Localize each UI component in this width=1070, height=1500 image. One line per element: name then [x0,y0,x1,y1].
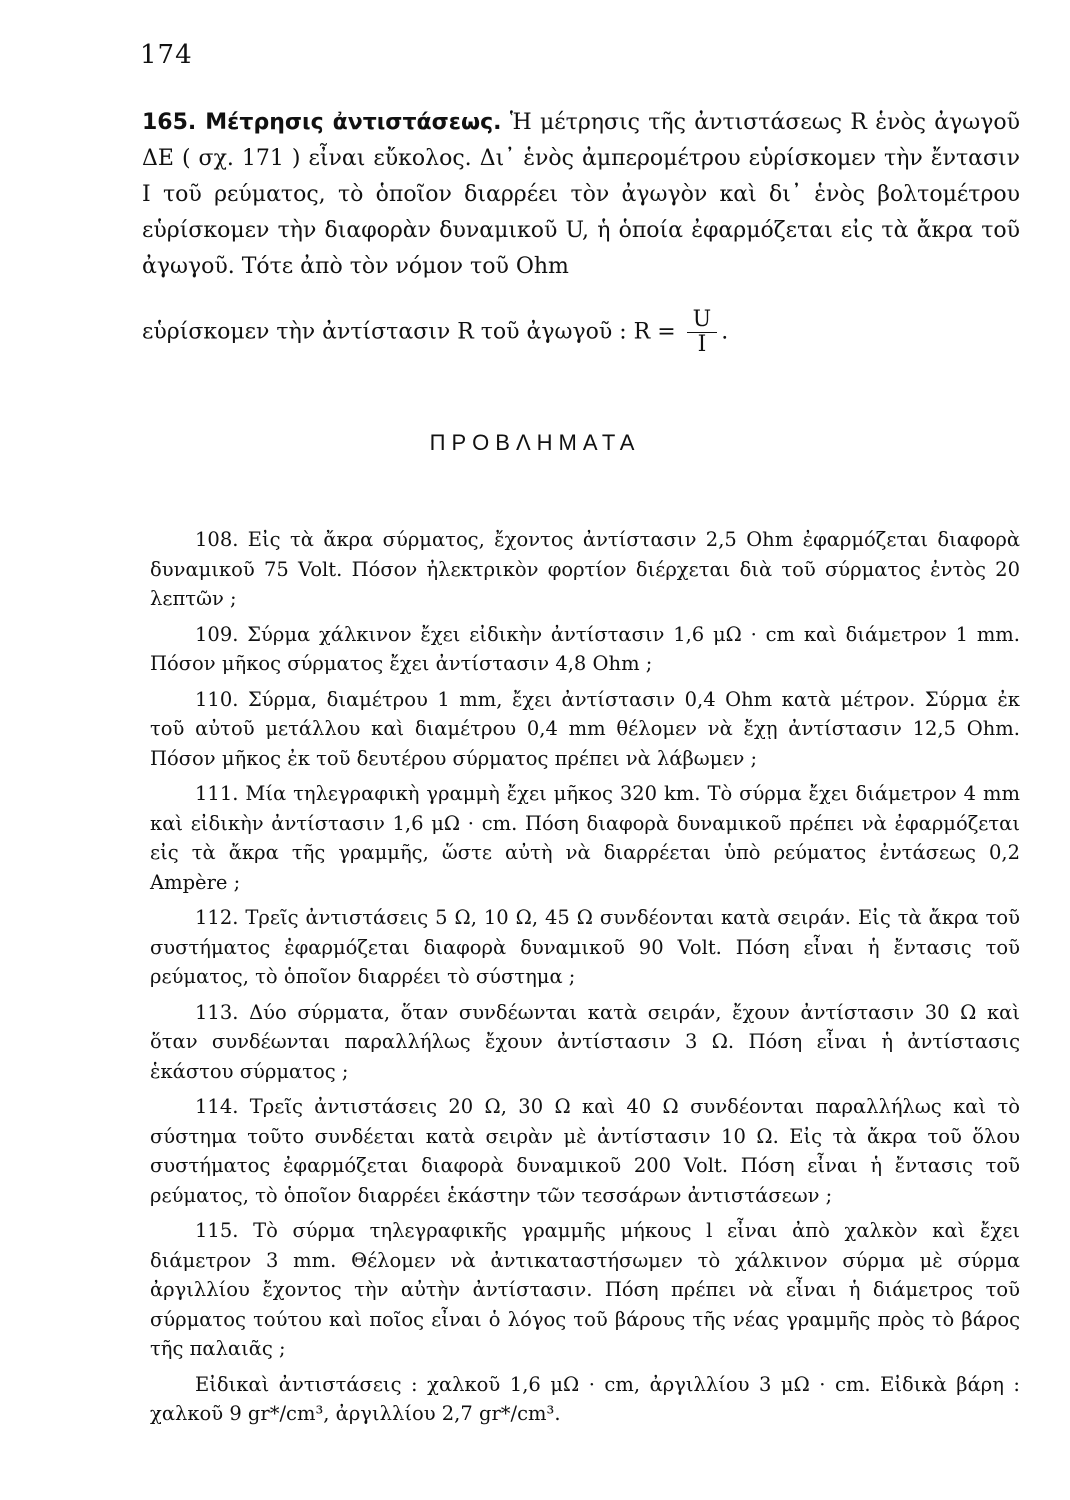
page-number: 174 [140,40,193,70]
problem-110: 110. Σύρμα, διαμέτρου 1 mm, ἔχει ἀντίστασιν 0,4 Ohm κατὰ μέτρον. Σύρμα ἐκ τοῦ αὐτοῦ μετάλλου καὶ διαμέτρου 0,4 mm θέλομεν νὰ ἔχῃ ἀντίστασιν 12,5 Ohm. Πόσον μῆκος ἐκ τοῦ δευτέρου σύρματος πρέπει νὰ λάβωμεν ; [150,687,1020,770]
section-paragraph [142,105,1020,285]
problem-109: 109. Σύρμα χάλκινον ἔχει εἰδικὴν ἀντίστασιν 1,6 μΩ · cm καὶ διάμετρον 1 mm. Πόσον μῆκος σύρματος ἔχει ἀντίστασιν 4,8 Ohm ; [150,622,1020,675]
formula-numerator: U [687,308,718,333]
formula-end: . [721,319,729,345]
specific-values-note: Εἰδικαὶ ἀντιστάσεις : χαλκοῦ 1,6 μΩ · cm, ἀργιλλίου 3 μΩ · cm. Εἰδικὰ βάρη : χαλκοῦ 9 gr*/cm³, ἀργιλλίου 2,7 gr*/cm³. [150,1372,1020,1425]
problem-112: 112. Τρεῖς ἀντιστάσεις 5 Ω, 10 Ω, 45 Ω συνδέονται κατὰ σειράν. Εἰς τὰ ἄκρα τοῦ συστήματος ἐφαρμόζεται διαφορὰ δυναμικοῦ 90 Volt. Πόση εἶναι ἡ ἔντασις τοῦ ρεύματος, τὸ ὁποῖον διαρρέει τὸ σύστημα ; [150,906,1020,988]
section-165 [142,105,1020,285]
section-heading: 165. Μέτρησις ἀντιστάσεως. [142,110,502,135]
formula-text: εὑρίσκομεν τὴν ἀντίστασιν R τοῦ ἀγωγοῦ : R = [142,319,676,345]
problem-108: 108. Εἰς τὰ ἄκρα σύρματος, ἔχοντος ἀντίστασιν 2,5 Ohm ἐφαρμόζεται διαφορὰ δυναμικοῦ 75 Volt. Πόσον ἠλεκτρικὸν φορτίον διέρχεται διὰ τοῦ σύρματος ἐντὸς 20 λεπτῶν ; [150,528,1020,610]
problem-114: 114. Τρεῖς ἀντιστάσεις 20 Ω, 30 Ω καὶ 40 Ω συνδέονται παραλλήλως καὶ τὸ σύστημα τοῦτο συνδέεται κατὰ σειρὰν μὲ ἀντίστασιν 10 Ω. Εἰς τὰ ἄκρα τοῦ ὅλου συστήματος ἐφαρμόζεται διαφορὰ δυναμικοῦ 200 Volt. Πόση εἶναι ἡ ἔντασις τοῦ ρεύματος, τὸ ὁποῖον διαρρέει ἑκάστην τῶν τεσσάρων ἀντιστάσεων ; [150,1095,1020,1207]
problems-title: ΠΡΟΒΛΗΜΑΤΑ [429,430,641,455]
problem-113: 113. Δύο σύρματα, ὅταν συνδέωνται κατὰ σειράν, ἔχουν ἀντίστασιν 30 Ω καὶ ὅταν συνδέωνται παραλλήλως ἔχουν ἀντίστασιν 3 Ω. Πόση εἶναι ἡ ἀντίστασις ἑκάστου σύρματος ; [150,1000,1020,1083]
problems-list [150,525,1020,1429]
formula-fraction [687,308,718,357]
problem-111: 111. Μία τηλεγραφικὴ γραμμὴ ἔχει μῆκος 320 km. Τὸ σύρμα ἔχει διάμετρον 4 mm καὶ εἰδικὴν ἀντίστασιν 1,6 μΩ · cm. Πόση διαφορὰ δυναμικοῦ πρέπει νὰ ἐφαρμόζεται εἰς τὰ ἄκρα τῆς γραμμῆς, ὥστε αὐτὴ νὰ διαρρέεται ὑπὸ ρεύματος ἐντάσεως 0,2 Ampère ; [150,782,1020,894]
section-body: Ἡ μέτρησις τῆς ἀντιστάσεως R ἑνὸς ἀγωγοῦ ΔΕ ( σχ. 171 ) εἶναι εὔκολος. Δι᾽ ἑνὸς ἀμπερομέτρου εὑρίσκομεν τὴν ἔντασιν I τοῦ ρεύματος, τὸ ὁποῖον διαρρέει τὸν ἀγωγὸν καὶ δι᾽ ἑνὸς βολτομέτρου εὑρίσκομεν τὴν διαφορὰν δυναμικοῦ U, ἡ ὁποία ἐφαρμόζεται εἰς τὰ ἄκρα τοῦ ἀγωγοῦ. Τότε ἀπὸ τὸν νόμον τοῦ Ohm [142,110,1020,279]
problem-115: 115. Τὸ σύρμα τηλεγραφικῆς γραμμῆς μήκους l εἶναι ἀπὸ χαλκὸν καὶ ἔχει διάμετρον 3 mm. Θέλομεν νὰ ἀντικαταστήσωμεν τὸ χάλκινον σύρμα μὲ σύρμα ἀργιλλίου ἔχοντος τὴν αὐτὴν ἀντίστασιν. Πόση πρέπει νὰ εἶναι ἡ διάμετρος τοῦ σύρματος τούτου καὶ ποῖος εἶναι ὁ λόγος τοῦ βάρους τῆς νέας γραμμῆς πρὸς τὸ βάρος τῆς παλαιᾶς ; [150,1219,1020,1360]
formula-denominator: I [697,332,707,357]
ohm-formula-line [142,308,842,357]
